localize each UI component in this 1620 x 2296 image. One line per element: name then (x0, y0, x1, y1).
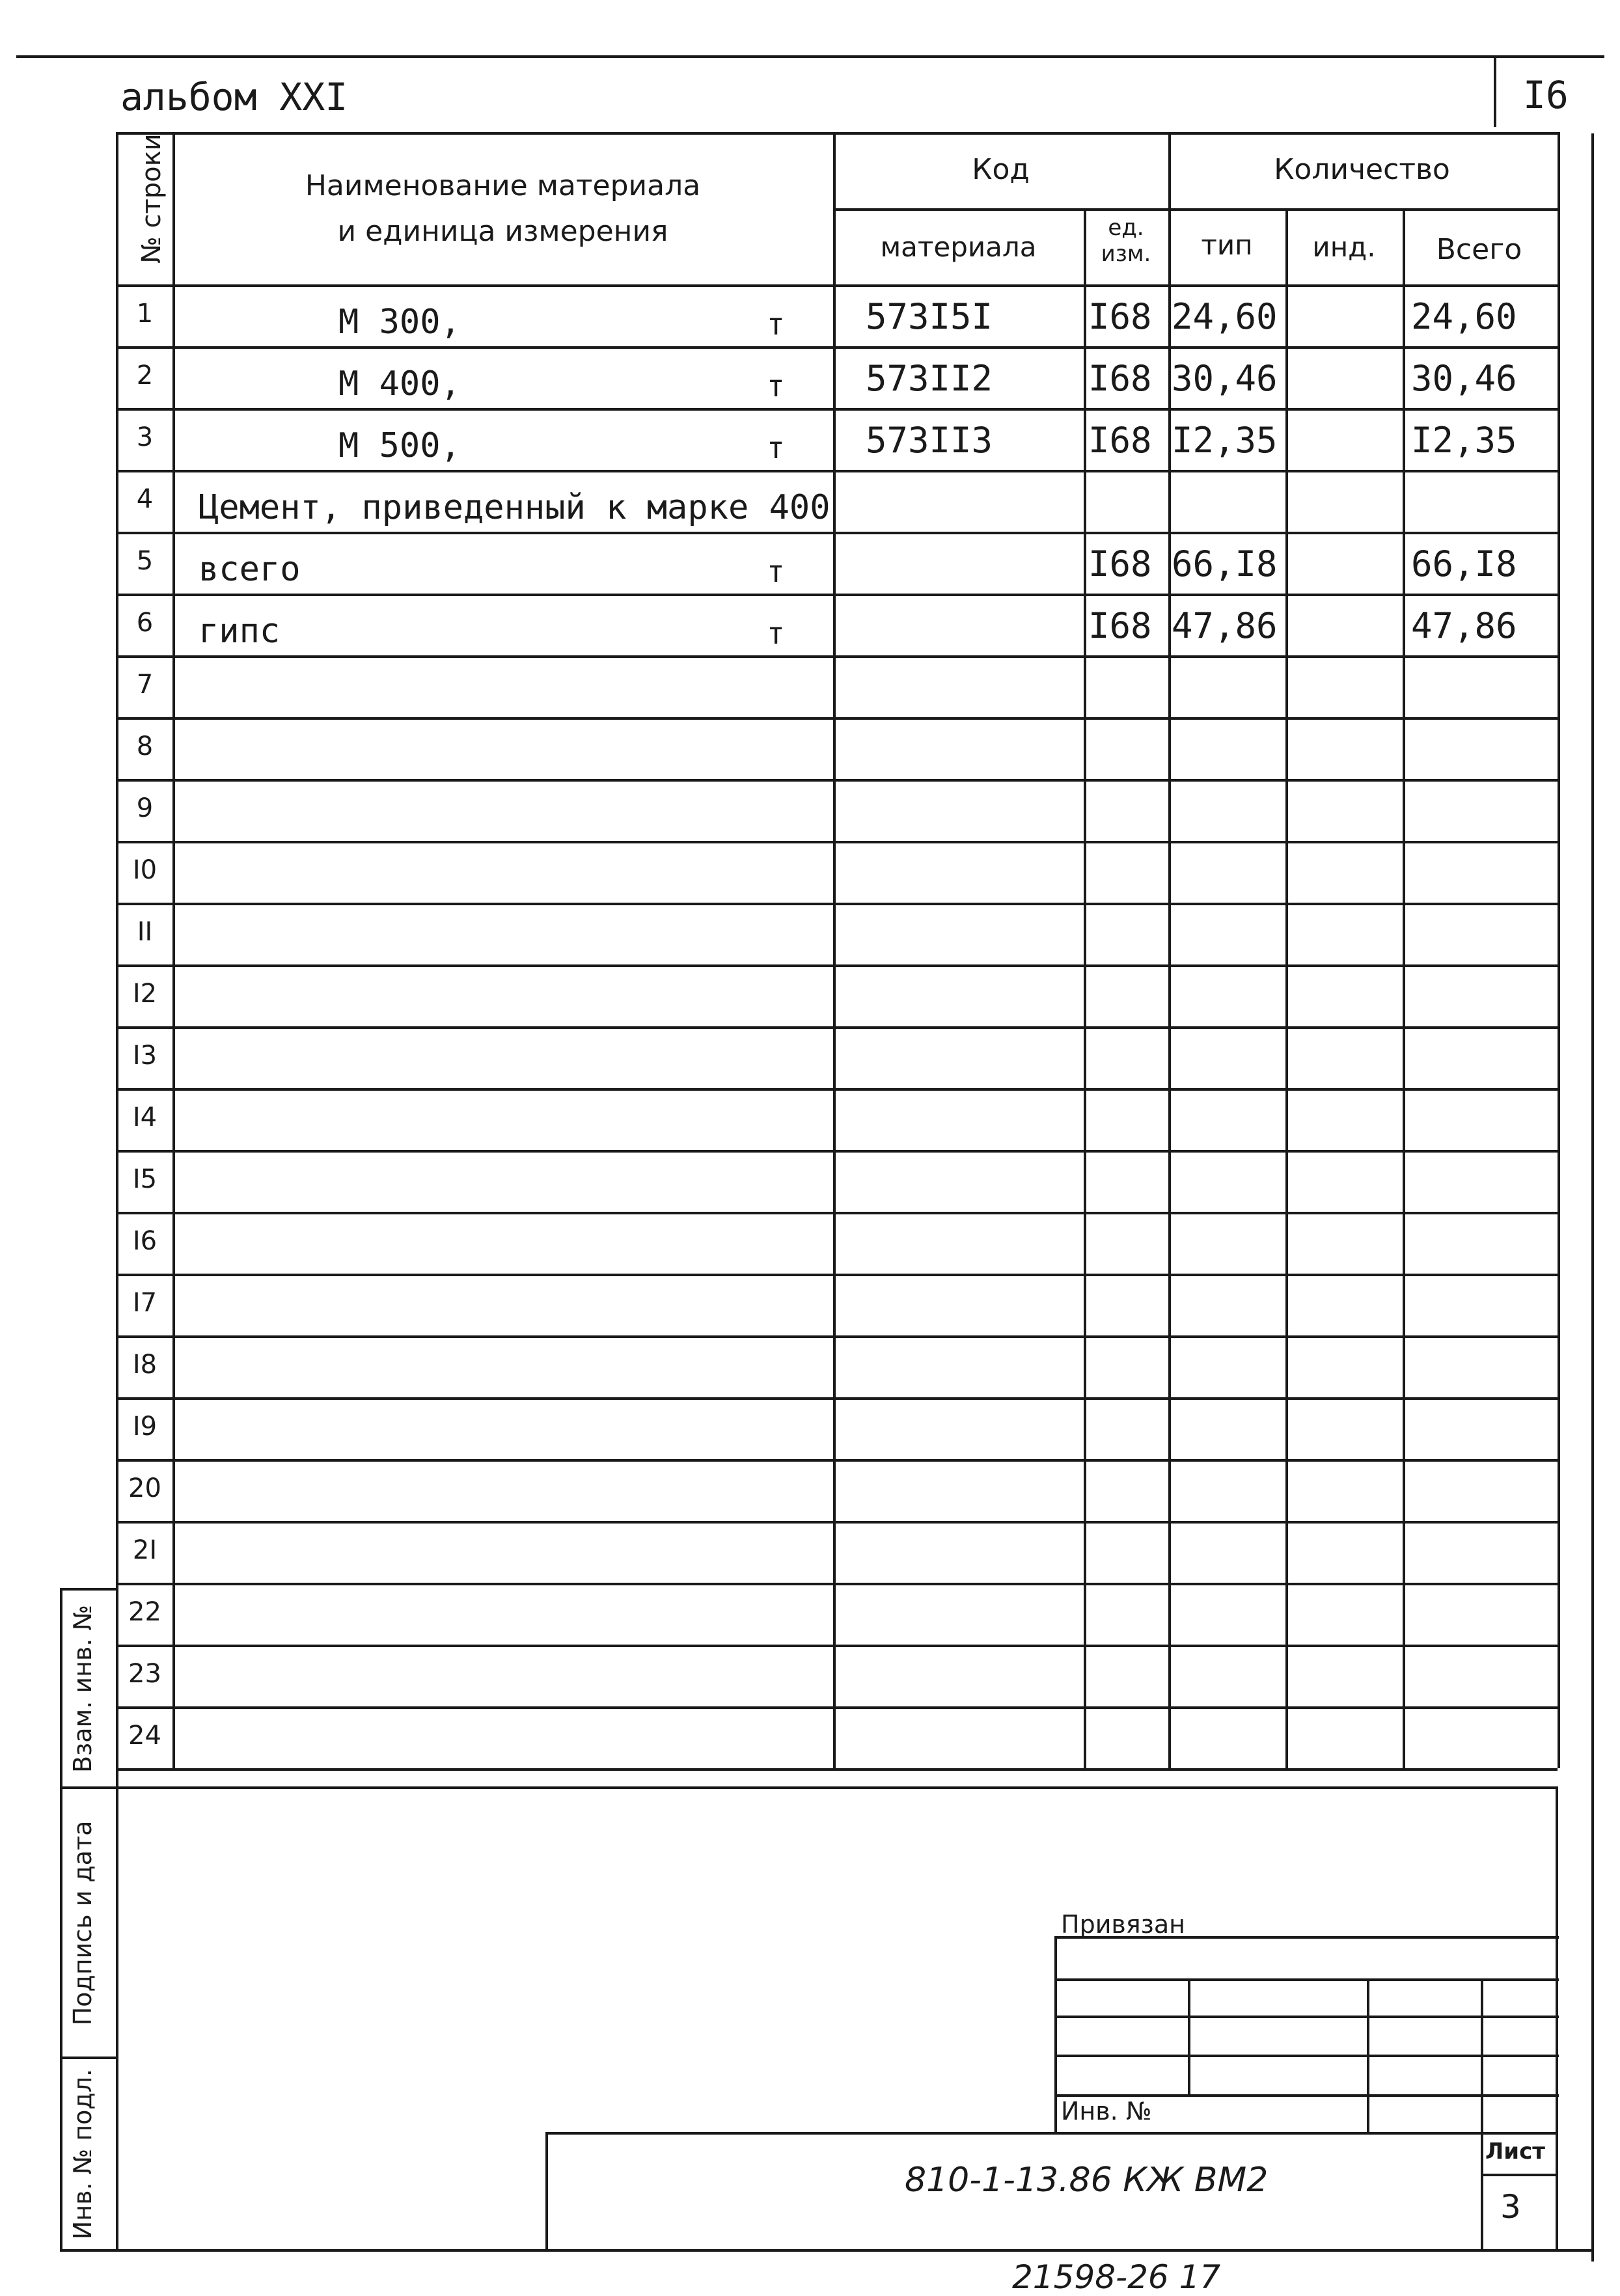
row-number: II (137, 917, 153, 947)
table-row-line (116, 1768, 1558, 1771)
header-qty-type: тип (1201, 229, 1253, 261)
header-code-group: Код (972, 153, 1030, 186)
material-name: всего (199, 550, 301, 589)
table-col-line (172, 132, 175, 1768)
row-number: 7 (136, 670, 154, 700)
table-row-line (116, 284, 1558, 287)
row-number: I3 (132, 1041, 158, 1071)
row-number: 22 (128, 1597, 161, 1627)
table-col-line (1168, 132, 1171, 1768)
side-margin-top (60, 1588, 118, 1591)
material-name: М 300, (338, 303, 461, 342)
cell-total: 66,I8 (1411, 543, 1517, 584)
cell-type: 66,I8 (1172, 543, 1278, 584)
row-number: 3 (136, 422, 154, 452)
cell-unit-code: I68 (1088, 420, 1152, 461)
frame-right-line (1556, 1786, 1558, 2252)
cell-type: 30,46 (1172, 358, 1278, 399)
row-number: 1 (136, 299, 154, 329)
title-block-sheet-line (1481, 2174, 1558, 2176)
table-row-line (116, 1212, 1558, 1214)
table-row-line (116, 1274, 1558, 1276)
row-number: 2 (136, 361, 154, 390)
frame-divider (116, 1786, 1558, 1789)
material-name: Цемент, приведенный к марке 400 (199, 488, 831, 527)
table-row-line (116, 779, 1558, 782)
title-block-left (545, 2132, 548, 2250)
table-row-line (116, 717, 1558, 720)
table-row-line (116, 1645, 1558, 1647)
table-row-line (116, 408, 1558, 411)
side-label-podpis: Подпись и дата (68, 1820, 97, 2026)
table-row-line (116, 964, 1558, 967)
cell-total: 47,86 (1411, 605, 1517, 646)
header-code-unit-line1: ед. (1108, 215, 1144, 241)
row-number: 8 (136, 731, 154, 761)
table-col-line (1285, 208, 1288, 1768)
header-name-line2: и единица измерения (337, 215, 668, 248)
header-code-unit (1084, 215, 1168, 267)
cell-total: I2,35 (1411, 420, 1517, 461)
cell-type: 24,60 (1172, 296, 1278, 337)
table-row-line (116, 1459, 1558, 1462)
list-number: 3 (1500, 2188, 1521, 2226)
table-row-line (116, 903, 1558, 905)
unit-of-measure: т (767, 616, 785, 651)
stamp-col-3 (1481, 1978, 1483, 2135)
row-number: I4 (132, 1102, 158, 1132)
row-number: I5 (132, 1164, 158, 1194)
album-label: альбом XXI (120, 75, 348, 119)
unit-of-measure: т (767, 368, 785, 403)
row-number: I7 (132, 1288, 158, 1318)
title-block-top (545, 2132, 1558, 2135)
unit-of-measure: т (767, 554, 785, 589)
cell-total: 24,60 (1411, 296, 1517, 337)
page-number: I6 (1523, 73, 1569, 117)
table-row-line (116, 1583, 1558, 1585)
row-number: I2 (132, 979, 158, 1009)
stamp-col-1 (1188, 1978, 1190, 2096)
row-number: I9 (132, 1412, 158, 1442)
material-name: гипс (199, 612, 281, 651)
stamp-left (1054, 1936, 1057, 2135)
cell-material: 573I5I (866, 296, 993, 337)
row-number: 4 (136, 484, 154, 514)
table-row-line (116, 1335, 1558, 1338)
table-row-line (116, 1150, 1558, 1153)
cell-type: I2,35 (1172, 420, 1278, 461)
table-row-line (116, 1397, 1558, 1400)
cell-unit-code: I68 (1088, 543, 1152, 584)
row-number: 9 (136, 793, 154, 823)
top-border (16, 55, 1604, 58)
table-subheader-line (833, 208, 1558, 211)
table-row-line (116, 841, 1558, 843)
row-number: 2I (132, 1535, 158, 1565)
cell-material: 573II2 (866, 358, 993, 399)
header-qty-total: Всего (1436, 233, 1522, 266)
material-name: М 500, (338, 426, 461, 465)
material-name: М 400, (338, 364, 461, 403)
row-number: 20 (128, 1473, 161, 1503)
row-number: 24 (128, 1721, 161, 1751)
stamp-col-2 (1367, 1978, 1369, 2135)
table-row-line (116, 1088, 1558, 1091)
bottom-code: 21598-26 17 (1012, 2258, 1221, 2296)
doc-code: 810-1-13.86 КЖ ВМ2 (905, 2161, 1269, 2200)
stamp-privyazan: Привязан (1061, 1910, 1185, 1939)
side-margin-right-line (116, 1588, 118, 2252)
side-margin-divider-2 (60, 2057, 118, 2059)
side-margin-divider-1 (60, 1786, 118, 1789)
row-number: I0 (132, 855, 158, 885)
unit-of-measure: т (767, 307, 785, 342)
table-row-line (116, 532, 1558, 534)
row-number: I8 (132, 1350, 158, 1380)
table-row-line (116, 594, 1558, 596)
table-col-line (1084, 208, 1086, 1768)
right-border (1591, 133, 1594, 2262)
unit-of-measure: т (767, 430, 785, 465)
header-code-material: материала (880, 231, 1037, 263)
side-label-vzam: Взам. инв. № (68, 1605, 97, 1773)
table-row-line (116, 346, 1558, 349)
cell-type: 47,86 (1172, 605, 1278, 646)
header-name-line1: Наименование материала (305, 169, 701, 202)
table-col-line (1403, 208, 1405, 1768)
side-margin-left-line (60, 1588, 62, 2252)
cell-total: 30,46 (1411, 358, 1517, 399)
header-code-unit-line2: изм. (1101, 241, 1151, 267)
table-top-line (116, 132, 1558, 135)
header-qty-group: Количество (1274, 153, 1450, 186)
cell-unit-code: I68 (1088, 296, 1152, 337)
table-col-line (1558, 132, 1560, 1768)
row-number: 6 (136, 608, 154, 638)
row-number: 5 (136, 546, 154, 576)
cell-unit-code: I68 (1088, 358, 1152, 399)
header-row-number: № строки (137, 133, 167, 264)
page-number-divider (1494, 55, 1496, 127)
cell-material: 573II3 (866, 420, 993, 461)
table-col-line (833, 132, 836, 1768)
cell-unit-code: I68 (1088, 605, 1152, 646)
side-label-inv-podl: Инв. № подл. (68, 2068, 97, 2240)
table-row-line (116, 1026, 1558, 1029)
table-row-line (116, 1521, 1558, 1524)
list-label: Лист (1485, 2139, 1545, 2165)
table-row-line (116, 1706, 1558, 1709)
table-row-line (116, 470, 1558, 472)
row-number: I6 (132, 1226, 158, 1256)
header-qty-ind: инд. (1312, 231, 1376, 263)
table-row-line (116, 655, 1558, 658)
bottom-border (60, 2249, 1593, 2252)
title-block-sheet-divider (1481, 2132, 1483, 2250)
row-number: 23 (128, 1659, 161, 1689)
stamp-inv-no: Инв. № (1061, 2097, 1152, 2125)
